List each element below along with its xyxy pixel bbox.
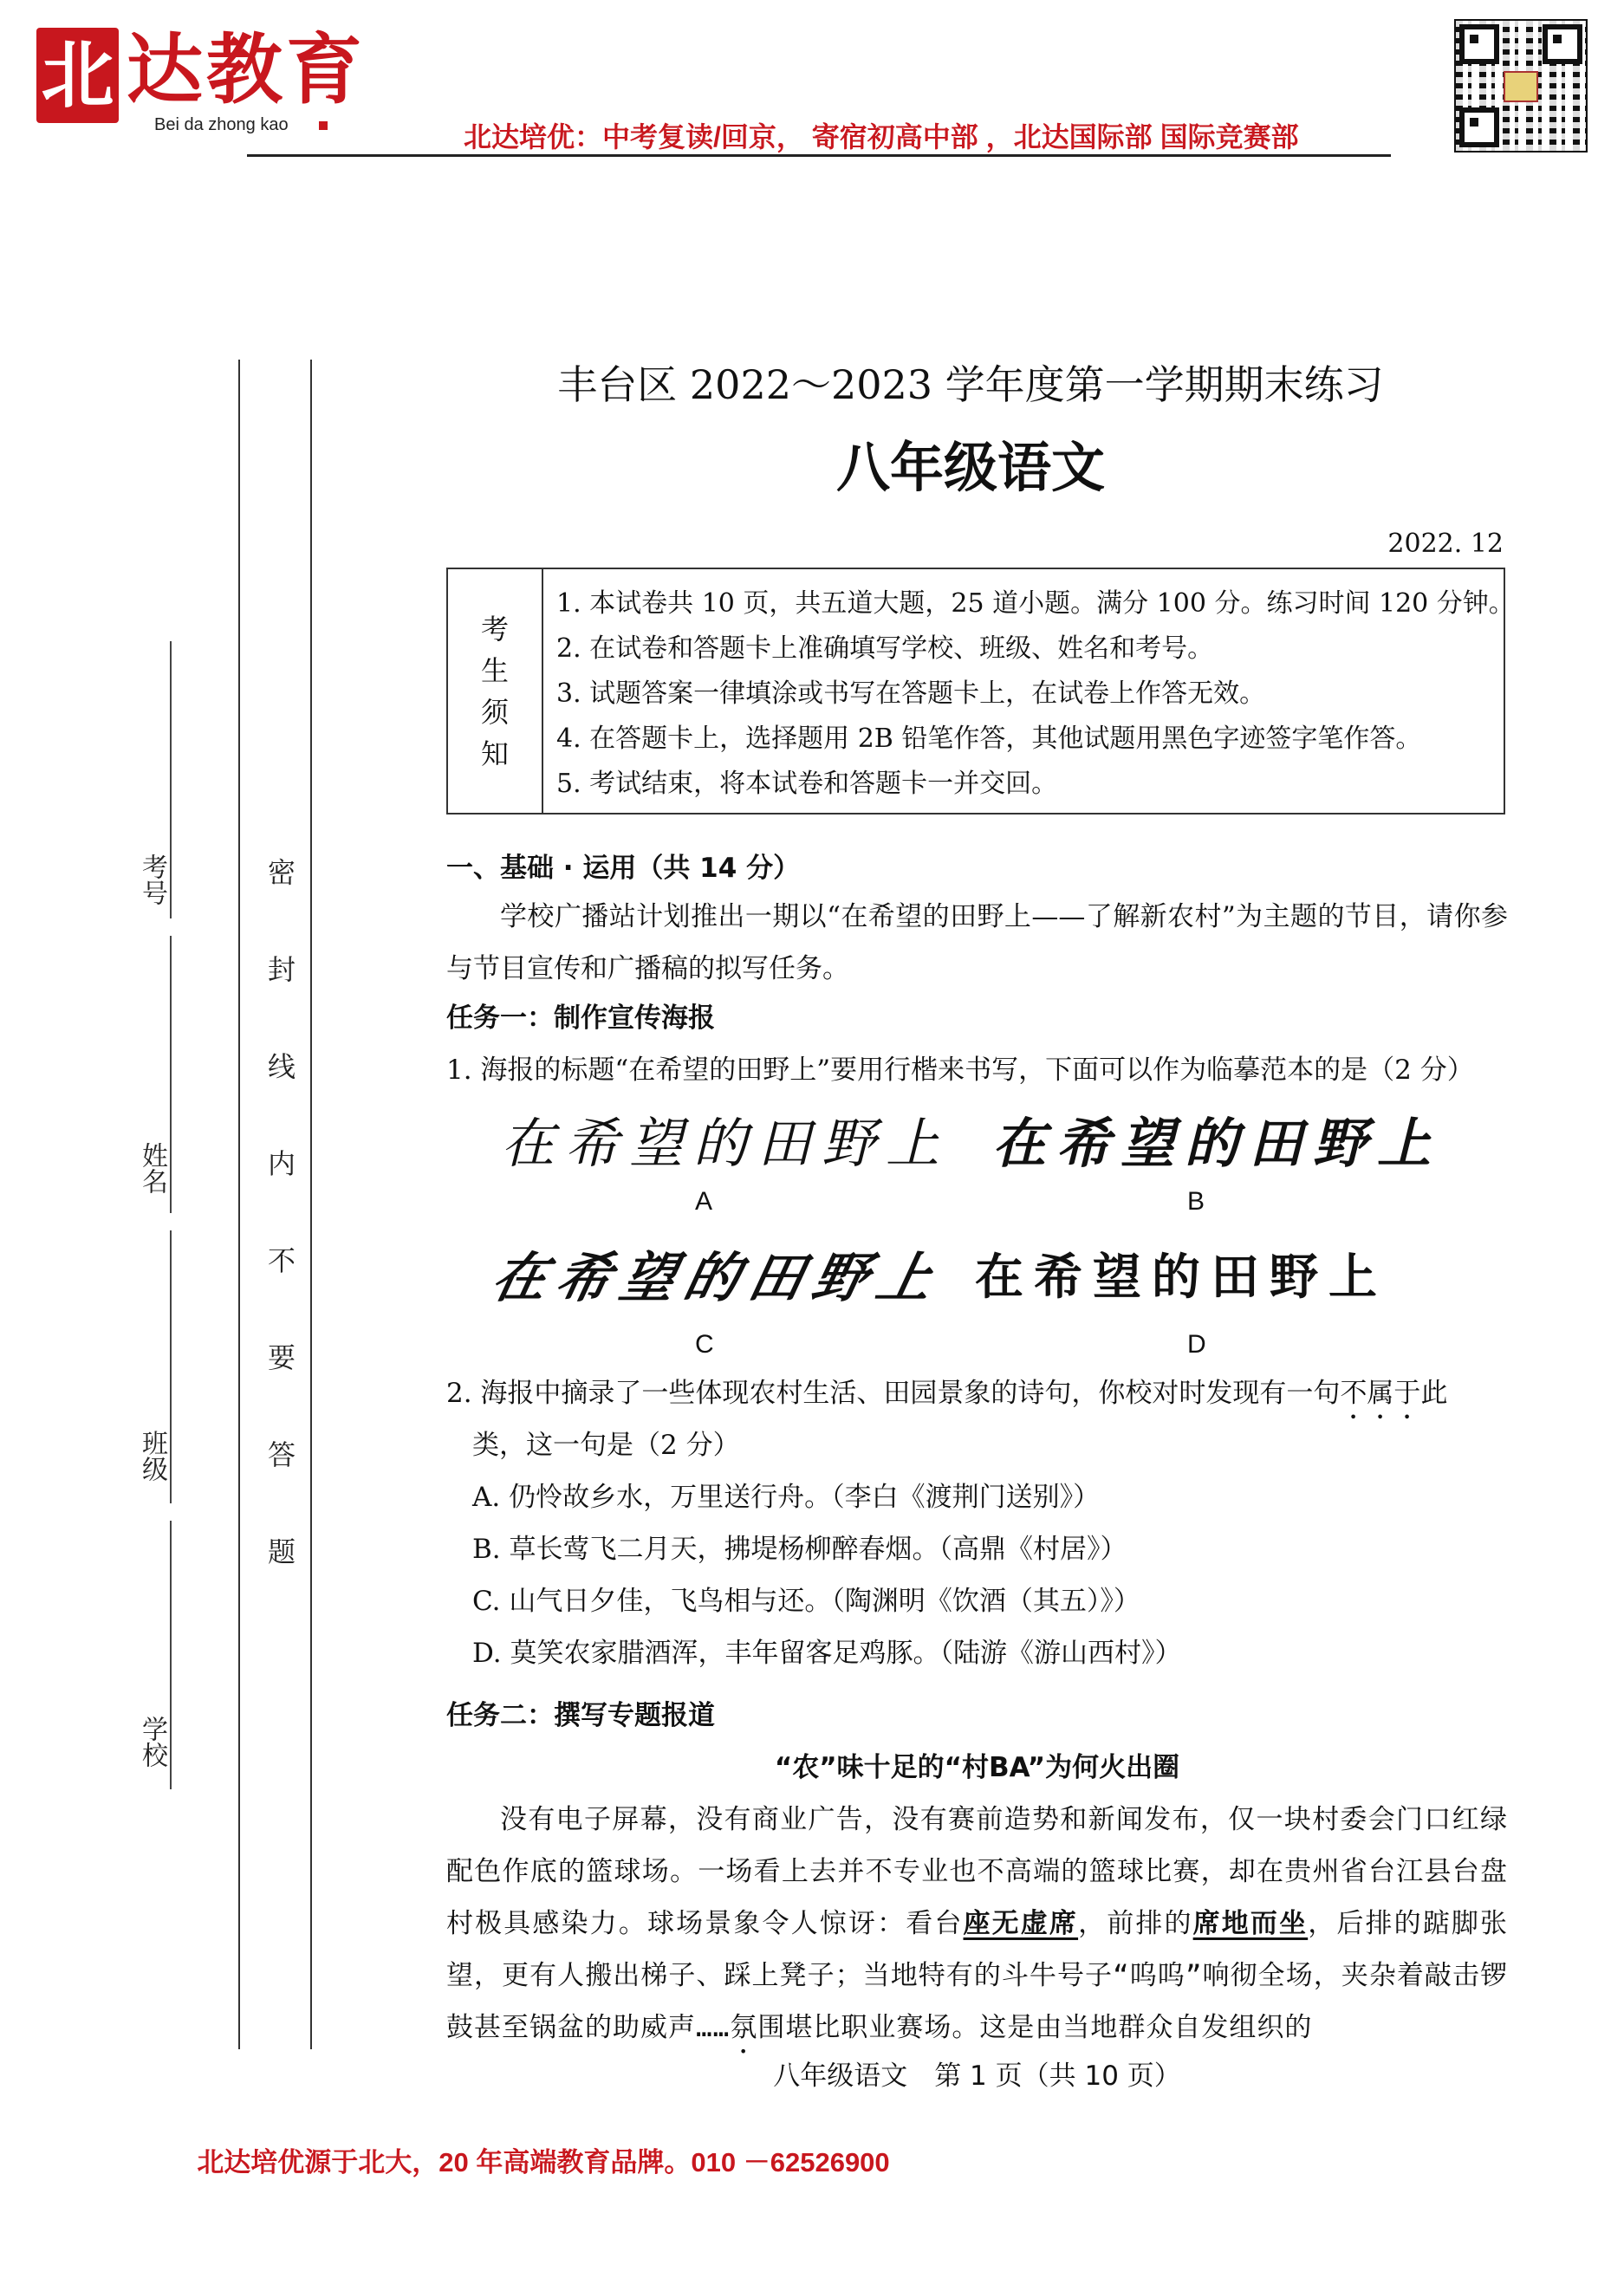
notice-table (446, 568, 1515, 814)
question-1: 1. 海报的标题“在希望的田野上”要用行楷来书写，下面可以作为临摹范本的是（2 分） (446, 1055, 1474, 1086)
name-label: 姓名 (138, 1142, 166, 1194)
logo-mark: 北 (36, 28, 119, 123)
article-text: ，前排的 (1078, 1908, 1193, 1939)
calligraphy-label-a: A (695, 1187, 713, 1216)
section-heading: 一、基础 · 运用（共 14 分） (446, 853, 801, 884)
header-divider (247, 154, 1391, 157)
question-2-option-d[interactable]: D. 莫笑农家腊酒浑，丰年留客足鸡豚。（陆游《游山西村》） (472, 1638, 1182, 1669)
notice-heading-char: 生 (480, 653, 509, 687)
notice-heading-char: 须 (480, 695, 509, 729)
notice-item: 1. 本试卷共 10 页，共五道大题，25 道小题。满分 100 分。练习时间 120 分钟。 (556, 588, 1515, 619)
school-field[interactable] (170, 1521, 172, 1789)
notice-heading (448, 569, 543, 813)
notice-item: 5. 考试结束，将本试卷和答题卡一并交回。 (556, 769, 1058, 799)
article-emphasis-char: 氛 (730, 2012, 758, 2043)
exam-number-label: 考号 (138, 853, 166, 905)
page-footer: 八年级语文 第 1 页（共 10 页） (773, 2061, 1181, 2092)
article-underlined-term: 席地而坐 (1192, 1908, 1309, 1939)
logo-square (319, 121, 328, 130)
notice-item: 3. 试题答案一律填涂或书写在答题卡上，在试卷上作答无效。 (556, 678, 1266, 709)
binding-line-left (238, 360, 240, 2049)
calligraphy-label-b: B (1187, 1187, 1205, 1216)
calligraphy-option-d: 在希望的田野上 (975, 1249, 1387, 1306)
article-text: 没有电子屏幕，没有商业广告，没有赛前造势和新闻发布，仅一块村委会门口红绿配色作底的篮球场。一场看上去并不专业也不高端的篮球比赛，却在贵州省台江县台盘村极具感染力。球场景象令人惊讶：看台 (446, 1804, 1508, 1939)
notice-heading-char: 知 (480, 737, 509, 770)
notice-item: 2. 在试卷和答题卡上准确填写学校、班级、姓名和考号。 (556, 633, 1214, 664)
exam-number-field[interactable] (170, 641, 172, 918)
task2-heading: 任务二：撰写专题报道 (446, 1700, 715, 1731)
question-2-text-end: 此 (1420, 1378, 1448, 1409)
seal-line-notice: 密封线内不要答题 (264, 858, 296, 1634)
article-text: 围堪比职业赛场。这是由当地群众自发组织的 (757, 2012, 1313, 2043)
calligraphy-option-c: 在希望的田野上 (486, 1246, 949, 1309)
question-2-emphasis: 不属于 (1340, 1378, 1421, 1409)
calligraphy-option-b: 在希望的田野上 (992, 1112, 1442, 1175)
calligraphy-label-d: D (1187, 1330, 1206, 1359)
school-label: 学校 (138, 1716, 166, 1768)
section-intro: 学校广播站计划推出一期以“在希望的田野上——了解新农村”为主题的节目，请你参与节目宣传和广播稿的拟写任务。 (446, 901, 1508, 984)
header-slogan: 北达培优：中考复读/回京， 寄宿初高中部 ，北达国际部 国际竞赛部 (464, 121, 1299, 153)
article-title: “农”味十足的“村BA”为何火出圈 (774, 1752, 1180, 1783)
article-text: ，后排的踮脚张望，更有人搬出梯子、踩上凳子；当地特有的斗牛号子“呜呜”响彻全场，夹杂着敲击锣鼓甚至锅盆的助威声…… (446, 1908, 1509, 2043)
logo-subtitle: Bei da zhong kao (154, 115, 289, 134)
question-2-text: 2. 海报中摘录了一些体现农村生活、田园景象的诗句，你校对时发现有一句 (446, 1378, 1341, 1409)
notice-heading-char: 考 (480, 612, 509, 646)
question-2-option-c[interactable]: C. 山气日夕佳，飞鸟相与还。（陶渊明《饮酒（其五）》） (472, 1586, 1140, 1617)
article-underlined-term: 座无虚席 (963, 1908, 1079, 1939)
calligraphy-option-a: 在希望的田野上 (501, 1112, 951, 1175)
class-label: 班级 (138, 1430, 166, 1482)
class-field[interactable] (170, 1230, 172, 1503)
question-2-option-a[interactable]: A. 仍怜故乡水，万里送行舟。（李白《渡荆门送别》） (472, 1482, 1101, 1513)
article-paragraph (446, 1794, 1508, 2060)
question-2-option-b[interactable]: B. 草长莺飞二月天，拂堤杨柳醉春烟。（高鼎《村居》） (472, 1534, 1127, 1565)
exam-subject: 八年级语文 (835, 436, 1105, 499)
question-2-line2: 类，这一句是（2 分） (472, 1430, 740, 1461)
calligraphy-label-c: C (695, 1330, 714, 1359)
ad-footer: 北达培优源于北大，20 年高端教育品牌。010 －62526900 (197, 2147, 890, 2177)
name-field[interactable] (170, 936, 172, 1213)
question-2 (446, 1367, 1508, 1425)
logo-text: 达教育 (127, 24, 367, 114)
qr-code-icon[interactable] (1454, 19, 1588, 153)
exam-title: 丰台区 2022～2023 学年度第一学期期末练习 (557, 361, 1384, 408)
task1-heading: 任务一：制作宣传海报 (446, 1003, 715, 1034)
notice-item: 4. 在答题卡上，选择题用 2B 铅笔作答，其他试题用黑色字迹签字笔作答。 (556, 724, 1422, 754)
exam-date: 2022. 12 (1387, 529, 1504, 559)
binding-line-right (310, 360, 312, 2049)
